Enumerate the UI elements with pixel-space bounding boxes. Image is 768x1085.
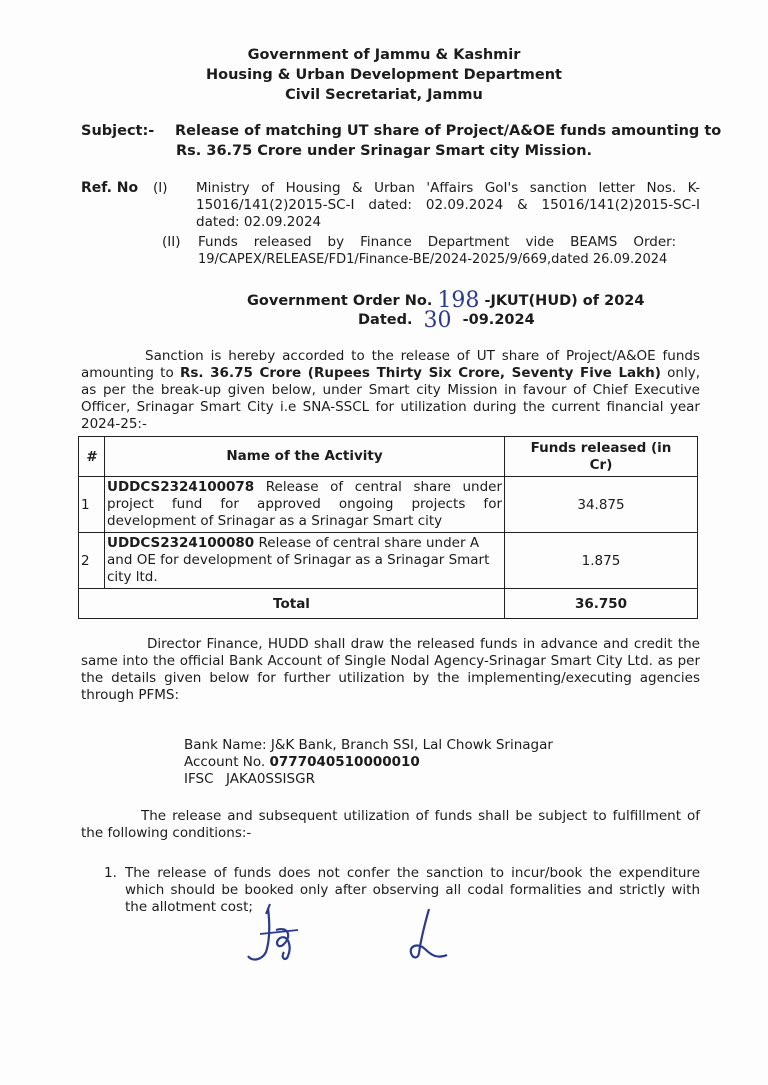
order-date	[358, 305, 535, 333]
row-2-activity	[105, 533, 505, 589]
ref-1-line-2: 15016/141(2)2015-SC-I dated: 02.09.2024 & 15016/141(2)2015-SC-I	[196, 197, 700, 213]
table-row	[79, 533, 698, 589]
ref-1-line-1: Ministry of Housing & Urban 'Affairs GoI's sanction letter Nos. K-	[196, 180, 700, 196]
ref-2-line-2: 19/CAPEX/RELEASE/FD1/Finance-BE/2024-2025/9/669,dated 26.09.2024	[198, 252, 668, 267]
row-1-desc: Release of central share under project fund for approved ongoing projects for development of Srinagar as a Srinagar Smart city	[107, 479, 502, 529]
para3-line-1: The release and subsequent utilization of funds shall be subject to fulfillment of	[141, 808, 700, 824]
account-label: Account No.	[184, 754, 270, 770]
condition-1-line-2: which should be booked only after observing all codal formalities and strictly with	[125, 882, 700, 898]
th-activity: Name of the Activity	[105, 437, 505, 477]
table-header-row	[79, 437, 698, 477]
th-funds: Funds released (in Cr)	[505, 437, 698, 477]
header-department: Housing & Urban Development Department	[206, 67, 562, 83]
row-2-num: 2	[79, 533, 105, 589]
table-total-row	[79, 589, 698, 619]
order-suffix: -JKUT(HUD) of 2024	[484, 293, 645, 309]
order-prefix: Government Order No.	[247, 293, 433, 309]
ref-1-num: (I)	[153, 180, 168, 196]
para1-line-2c: only,	[660, 365, 701, 381]
bank-account	[184, 754, 420, 771]
header-secretariat: Civil Secretariat, Jammu	[285, 87, 483, 103]
condition-1-num: 1.	[104, 865, 117, 881]
ref-2-line-1: Funds released by Finance Department vide BEAMS Order:	[198, 234, 676, 250]
account-number: 0777040510000010	[269, 754, 420, 770]
row-2-code: UDDCS2324100080	[107, 535, 255, 551]
signature-initials-left	[240, 900, 320, 970]
para2-line-1: Director Finance, HUDD shall draw the released funds in advance and credit the	[147, 636, 700, 652]
condition-1-line-3: the allotment cost;	[125, 899, 253, 915]
bank-ifsc-label: IFSC	[184, 771, 214, 787]
order-date-suffix: -09.2024	[462, 312, 535, 328]
ref-1-line-3: dated: 02.09.2024	[196, 214, 322, 230]
order-handwritten-number: 198	[437, 288, 480, 313]
condition-1-line-1: The release of funds does not confer the sanction to incur/book the expenditure	[125, 865, 700, 881]
row-2-desc: Release of central share under A and OE for development of Srinagar as a Srinagar Smart city ltd.	[107, 535, 490, 585]
row-1-funds: 34.875	[505, 477, 698, 533]
para1-line-4: Officer, Srinagar Smart City i.e SNA-SSCL for utilization during the current financial year	[81, 399, 700, 415]
para1-line-2a: amounting to	[81, 365, 180, 381]
header-government: Government of Jammu & Kashmir	[247, 47, 521, 63]
subject-line-2: Rs. 36.75 Crore under Srinagar Smart city Mission.	[176, 143, 593, 159]
para1-line-2	[81, 365, 700, 382]
para1-line-1: Sanction is hereby accorded to the release of UT share of Project/A&OE funds	[145, 348, 700, 364]
row-1-num: 1	[79, 477, 105, 533]
para3-line-2: the following conditions:-	[81, 825, 252, 841]
para2-line-4: through PFMS:	[81, 687, 180, 703]
para2-line-2: same into the official Bank Account of Single Nodal Agency-Srinagar Smart City Ltd. as per	[81, 653, 700, 669]
para2-line-3: the details given below for further utilization by the implementing/executing agencies	[81, 670, 700, 686]
funds-table	[78, 436, 698, 619]
para1-line-5: 2024-25:-	[81, 416, 147, 432]
ref-label: Ref. No	[81, 180, 139, 196]
row-1-activity	[105, 477, 505, 533]
para1-amount-words: Rs. 36.75 Crore (Rupees Thirty Six Crore, Seventy Five Lakh)	[179, 365, 661, 381]
para1-line-3: as per the break-up given below, under Smart city Mission in favour of Chief Executive	[81, 382, 700, 398]
total-label: Total	[79, 589, 505, 619]
ref-2-num: (II)	[162, 234, 181, 250]
order-handwritten-day: 30	[423, 308, 452, 333]
bank-ifsc-code: JAKA0SSISGR	[226, 771, 315, 787]
total-value: 36.750	[505, 589, 698, 619]
signature-initials-right	[405, 905, 455, 965]
row-2-funds: 1.875	[505, 533, 698, 589]
table-row	[79, 477, 698, 533]
row-1-code: UDDCS2324100078	[107, 479, 255, 495]
subject-line-1: Release of matching UT share of Project/A&OE funds amounting to	[175, 123, 722, 139]
subject-label: Subject:-	[81, 123, 155, 139]
order-dated-label: Dated.	[358, 312, 413, 328]
bank-name: Bank Name: J&K Bank, Branch SSI, Lal Chowk Srinagar	[184, 737, 553, 753]
th-num: #	[79, 437, 105, 477]
